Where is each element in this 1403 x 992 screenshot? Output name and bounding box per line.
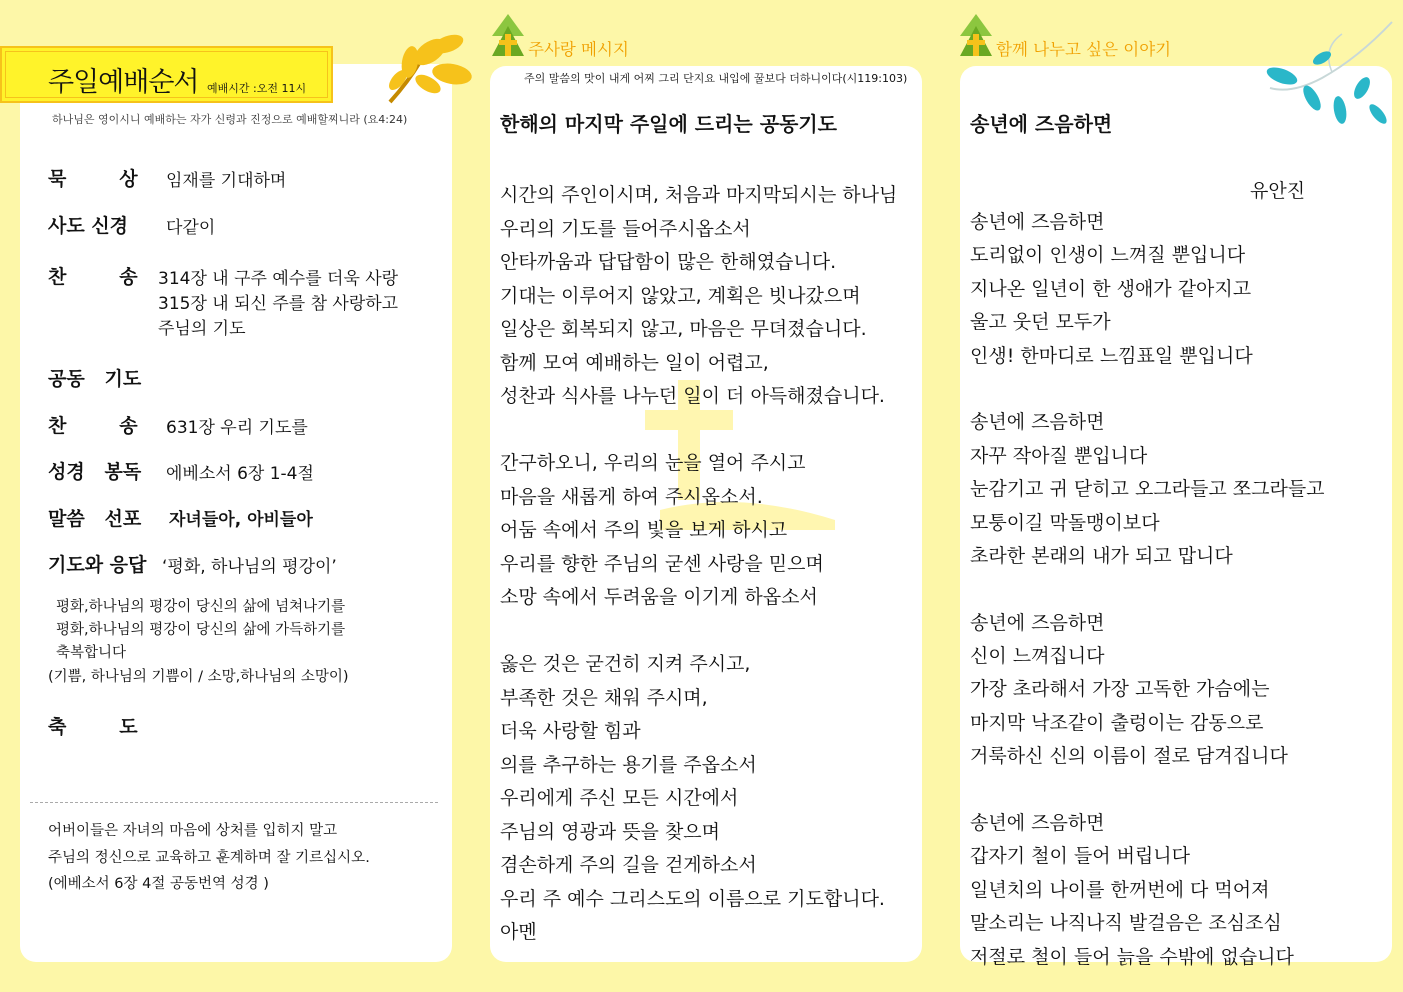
section-title-message: 주사랑 메시지 xyxy=(528,40,629,59)
header-verse: 하나님은 영이시니 예배하는 자가 신령과 진정으로 예배할찌니라 (요4:24) xyxy=(52,113,408,126)
page-title: 주일예배순서 xyxy=(48,67,199,98)
header-verse-message: 주의 말씀의 맛이 내게 어찌 그리 단지요 내입에 꿀보다 더하니이다(시119:103) xyxy=(524,72,908,85)
footer-verse: 어버이들은 자녀의 마음에 상처를 입히지 말고 주님의 정신으로 교육하고 훈계하며 잘 기르십시오. (에베소서 6장 4절 공동번역 성경 ) xyxy=(48,823,370,892)
divider xyxy=(30,802,438,803)
prayer-text: 시간의 주인이시며, 처음과 마지막되시는 하나님 우리의 기도를 들어주시옵소서 안타까움과 답답함이 많은 한해였습니다. 기대는 이루어지 않았고, 계획은 빗나갔으며 일상은 회복되지 않고, 마음은 무뎌졌습니다. 함께 모여 예배하는 일이 어렵고, 성찬과 식사를 나누던 일이 더 아득해졌습니다. 간구하오니, 우리의 눈을 열어 주시고 마음을 새롭게 하여 주시옵소서. 어둠 속에서 주의 빛을 보게 하시고 우리를 향한 주님의 굳센 사랑을 믿으며 소망 속에서 두려움을 이기게 하옵소서 옳은 것은 굳건히 지켜 주시고, 부족한 것은 채워 주시며, 더욱 사랑할 힘과 의를 추구하는 용기를 주옵소서 우리에게 주신 모든 시간에서 주님의 영광과 뜻을 찾으며 겸손하게 주의 길을 걷게하소서 우리 주 예수 그리스도의 이름으로 기도합니다. 아멘 xyxy=(500,184,898,943)
response-lines: 평화,하나님의 평강이 당신의 삶에 넘쳐나기를 평화,하나님의 평강이 당신의 삶에 가득하기를 축복합니다 xyxy=(56,599,346,661)
service-time: 예배시간 :오전 11시 xyxy=(207,82,307,95)
poem-author: 유안진 xyxy=(1250,180,1306,202)
teal-branch-icon xyxy=(1262,18,1400,136)
cross-leaf-icon xyxy=(490,12,526,58)
prayer-title: 한해의 마지막 주일에 드리는 공동기도 xyxy=(500,112,837,136)
cross-leaf-icon xyxy=(958,12,994,58)
poem-text: 송년에 즈음하면 도리없이 인생이 느껴질 뿐입니다 지나온 일년이 한 생애가 같아지고 울고 웃던 모두가 인생! 한마디로 느낌표일 뿐입니다 송년에 즈음하면 자꾸 작아질 뿐입니다 눈감기고 귀 닫히고 오그라들고 쪼그라들고 모퉁이길 막돌맹이보다 초라한 본래의 내가 되고 맙니다 송년에 즈음하면 신이 느껴집니다 가장 초라해서 가장 고독한 가슴에는 마지막 낙조같이 출렁이는 감동으로 거룩하신 신의 이름이 절로 담겨집니다 송년에 즈음하면 갑자기 철이 들어 버립니다 일년치의 나이를 한꺼번에 다 먹어져 말소리는 나직나직 발걸음은 조심조심 저절로 철이 들어 늙을 수밖에 없습니다 xyxy=(970,211,1325,968)
yellow-tree-icon xyxy=(370,22,480,108)
section-title-story: 함께 나누고 싶은 이야기 xyxy=(996,40,1172,59)
response-note: (기쁨, 하나님의 기쁨이 / 소망,하나님의 소망이) xyxy=(48,669,349,685)
poem-title: 송년에 즈음하면 xyxy=(970,112,1113,136)
